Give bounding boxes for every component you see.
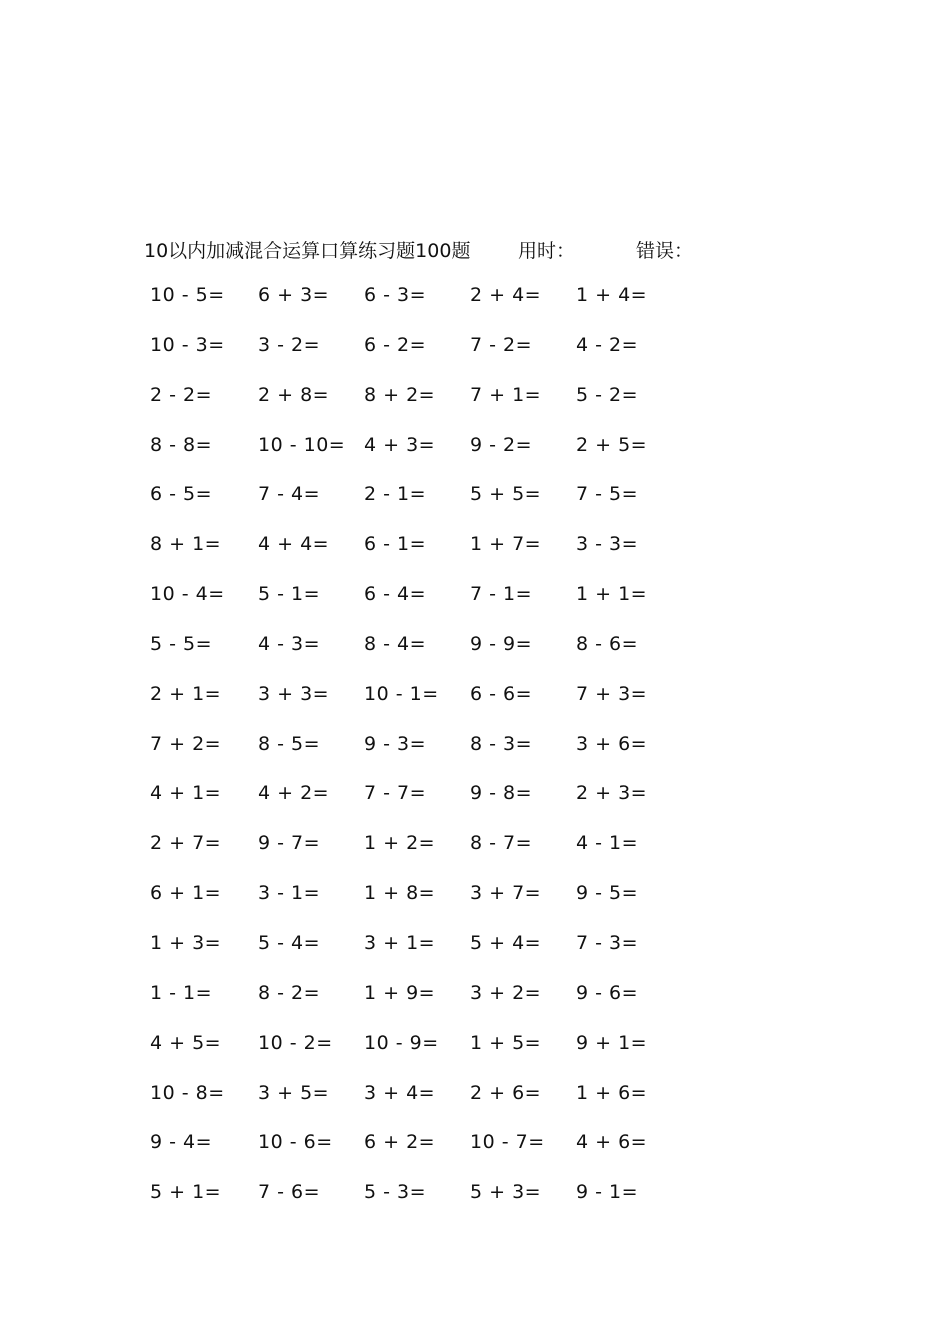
- problem-item: 9 - 1=: [576, 1181, 639, 1204]
- problem-item: 2 + 6=: [470, 1081, 542, 1104]
- problem-item: 10 - 1=: [364, 682, 439, 705]
- problem-item: 7 - 5=: [576, 483, 639, 506]
- problem-item: 1 + 7=: [470, 533, 542, 556]
- worksheet-title: 10以内加减混合运算口算练习题100题: [144, 240, 471, 262]
- problem-item: 4 + 3=: [364, 433, 436, 456]
- problem-item: 6 - 5=: [150, 483, 213, 506]
- problem-item: 10 - 2=: [258, 1031, 333, 1054]
- problem-item: 9 - 9=: [470, 632, 533, 655]
- errors-label: 错误：: [636, 240, 694, 262]
- problem-item: 7 - 3=: [576, 931, 639, 954]
- problem-item: 3 + 3=: [258, 682, 330, 705]
- problem-item: 3 - 2=: [258, 333, 321, 356]
- problem-item: 10 - 10=: [258, 433, 346, 456]
- problem-item: 9 - 6=: [576, 981, 639, 1004]
- problem-item: 3 + 2=: [470, 981, 542, 1004]
- problem-item: 7 - 2=: [470, 333, 533, 356]
- problem-item: 8 + 1=: [150, 533, 222, 556]
- problem-item: 10 - 4=: [150, 583, 225, 606]
- problem-row: [150, 284, 710, 334]
- problem-item: 1 + 9=: [364, 981, 436, 1004]
- problem-item: 7 - 1=: [470, 583, 533, 606]
- problem-item: 2 + 4=: [470, 284, 542, 306]
- problem-item: 3 + 4=: [364, 1081, 436, 1104]
- problem-item: 4 - 1=: [576, 832, 639, 855]
- problem-item: 3 + 7=: [470, 882, 542, 905]
- problem-item: 1 - 1=: [150, 981, 213, 1004]
- problem-row: [150, 334, 710, 384]
- problem-row: [150, 733, 710, 783]
- problem-item: 9 + 1=: [576, 1031, 648, 1054]
- problem-row: [150, 832, 710, 882]
- problem-row: [150, 1181, 710, 1231]
- problem-item: 8 - 3=: [470, 732, 533, 755]
- problem-item: 10 - 6=: [258, 1131, 333, 1154]
- problem-row: [150, 533, 710, 583]
- problem-item: 4 + 6=: [576, 1131, 648, 1154]
- problem-item: 5 - 3=: [364, 1181, 427, 1204]
- problem-row: [150, 1082, 710, 1132]
- problem-item: 9 - 3=: [364, 732, 427, 755]
- problem-item: 6 - 3=: [364, 284, 427, 306]
- problem-row: [150, 782, 710, 832]
- problem-item: 5 - 4=: [258, 931, 321, 954]
- problem-item: 4 - 3=: [258, 632, 321, 655]
- problem-item: 8 - 8=: [150, 433, 213, 456]
- time-used-label: 用时：: [518, 240, 576, 262]
- problem-item: 4 - 2=: [576, 333, 639, 356]
- problem-item: 8 - 7=: [470, 832, 533, 855]
- problem-item: 10 - 9=: [364, 1031, 439, 1054]
- problem-item: 4 + 4=: [258, 533, 330, 556]
- problem-item: 7 - 6=: [258, 1181, 321, 1204]
- problem-item: 7 - 4=: [258, 483, 321, 506]
- problem-item: 9 - 4=: [150, 1131, 213, 1154]
- problem-row: [150, 982, 710, 1032]
- problem-item: 1 + 3=: [150, 931, 222, 954]
- problem-item: 4 + 5=: [150, 1031, 222, 1054]
- problem-item: 7 + 1=: [470, 383, 542, 406]
- problem-item: 9 - 7=: [258, 832, 321, 855]
- problem-item: 1 + 1=: [576, 583, 648, 606]
- problem-grid: [150, 284, 710, 1231]
- problem-item: 7 - 7=: [364, 782, 427, 805]
- problem-row: [150, 483, 710, 533]
- problem-row: [150, 882, 710, 932]
- problem-item: 7 + 3=: [576, 682, 648, 705]
- problem-item: 7 + 2=: [150, 732, 222, 755]
- problem-item: 5 + 4=: [470, 931, 542, 954]
- problem-item: 2 + 7=: [150, 832, 222, 855]
- problem-item: 8 - 6=: [576, 632, 639, 655]
- problem-item: 3 + 6=: [576, 732, 648, 755]
- problem-item: 9 - 5=: [576, 882, 639, 905]
- problem-item: 8 - 2=: [258, 981, 321, 1004]
- problem-row: [150, 932, 710, 982]
- problem-item: 1 + 5=: [470, 1031, 542, 1054]
- problem-item: 6 + 1=: [150, 882, 222, 905]
- problem-item: 2 + 3=: [576, 782, 648, 805]
- problem-item: 5 + 3=: [470, 1181, 542, 1204]
- problem-item: 10 - 7=: [470, 1131, 545, 1154]
- problem-item: 6 - 1=: [364, 533, 427, 556]
- problem-item: 10 - 5=: [150, 284, 225, 306]
- problem-item: 1 + 4=: [576, 284, 648, 306]
- problem-item: 1 + 2=: [364, 832, 436, 855]
- problem-item: 5 + 1=: [150, 1181, 222, 1204]
- problem-item: 5 - 2=: [576, 383, 639, 406]
- problem-item: 8 - 5=: [258, 732, 321, 755]
- problem-item: 2 - 1=: [364, 483, 427, 506]
- problem-row: [150, 384, 710, 434]
- problem-item: 6 - 6=: [470, 682, 533, 705]
- problem-item: 5 + 5=: [470, 483, 542, 506]
- problem-item: 2 - 2=: [150, 383, 213, 406]
- problem-item: 5 - 5=: [150, 632, 213, 655]
- problem-item: 9 - 2=: [470, 433, 533, 456]
- problem-item: 3 - 1=: [258, 882, 321, 905]
- problem-row: [150, 434, 710, 484]
- problem-item: 10 - 3=: [150, 333, 225, 356]
- problem-item: 3 - 3=: [576, 533, 639, 556]
- problem-item: 6 - 4=: [364, 583, 427, 606]
- problem-item: 5 - 1=: [258, 583, 321, 606]
- problem-item: 8 + 2=: [364, 383, 436, 406]
- problem-item: 3 + 5=: [258, 1081, 330, 1104]
- problem-item: 10 - 8=: [150, 1081, 225, 1104]
- problem-item: 1 + 8=: [364, 882, 436, 905]
- problem-item: 2 + 8=: [258, 383, 330, 406]
- problem-item: 4 + 2=: [258, 782, 330, 805]
- problem-row: [150, 633, 710, 683]
- problem-item: 4 + 1=: [150, 782, 222, 805]
- problem-item: 2 + 1=: [150, 682, 222, 705]
- problem-item: 6 - 2=: [364, 333, 427, 356]
- problem-item: 2 + 5=: [576, 433, 648, 456]
- problem-row: [150, 683, 710, 733]
- problem-item: 9 - 8=: [470, 782, 533, 805]
- problem-row: [150, 1032, 710, 1082]
- problem-item: 3 + 1=: [364, 931, 436, 954]
- problem-row: [150, 1131, 710, 1181]
- problem-row: [150, 583, 710, 633]
- problem-item: 1 + 6=: [576, 1081, 648, 1104]
- problem-item: 6 + 2=: [364, 1131, 436, 1154]
- problem-item: 6 + 3=: [258, 284, 330, 306]
- problem-item: 8 - 4=: [364, 632, 427, 655]
